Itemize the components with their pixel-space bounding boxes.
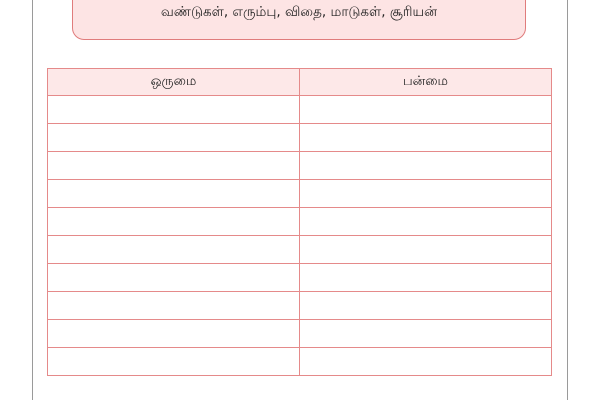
table-body <box>48 96 552 376</box>
table-row <box>48 348 552 376</box>
table-row <box>48 124 552 152</box>
singular-plural-table <box>47 68 552 376</box>
word-bank-line-1 <box>73 0 525 1</box>
singular-cell[interactable] <box>48 264 300 292</box>
plural-cell[interactable] <box>300 264 552 292</box>
singular-header: ஒருமை <box>48 69 300 96</box>
plural-cell[interactable] <box>300 320 552 348</box>
singular-cell[interactable] <box>48 348 300 376</box>
plural-cell[interactable] <box>300 236 552 264</box>
singular-cell[interactable] <box>48 292 300 320</box>
singular-cell[interactable] <box>48 208 300 236</box>
plural-cell[interactable] <box>300 124 552 152</box>
singular-cell[interactable] <box>48 124 300 152</box>
plural-header: பன்மை <box>300 69 552 96</box>
table-row <box>48 180 552 208</box>
plural-cell[interactable] <box>300 180 552 208</box>
plural-cell[interactable] <box>300 208 552 236</box>
table-row <box>48 292 552 320</box>
page-border-right <box>567 0 568 400</box>
singular-cell[interactable] <box>48 180 300 208</box>
page-border-left <box>32 0 33 400</box>
plural-cell[interactable] <box>300 292 552 320</box>
word-bank-line-2: வண்டுகள், எரும்பு, விதை, மாடுகள், சூரியன் <box>160 4 438 20</box>
table-row <box>48 320 552 348</box>
table-row <box>48 152 552 180</box>
plural-cell[interactable] <box>300 152 552 180</box>
table-header-row <box>48 69 552 96</box>
table-row <box>48 264 552 292</box>
plural-cell[interactable] <box>300 96 552 124</box>
singular-cell[interactable] <box>48 96 300 124</box>
table-row <box>48 96 552 124</box>
table-row <box>48 236 552 264</box>
singular-cell[interactable] <box>48 152 300 180</box>
word-bank-box <box>72 0 526 40</box>
table-row <box>48 208 552 236</box>
singular-cell[interactable] <box>48 236 300 264</box>
plural-cell[interactable] <box>300 348 552 376</box>
singular-cell[interactable] <box>48 320 300 348</box>
